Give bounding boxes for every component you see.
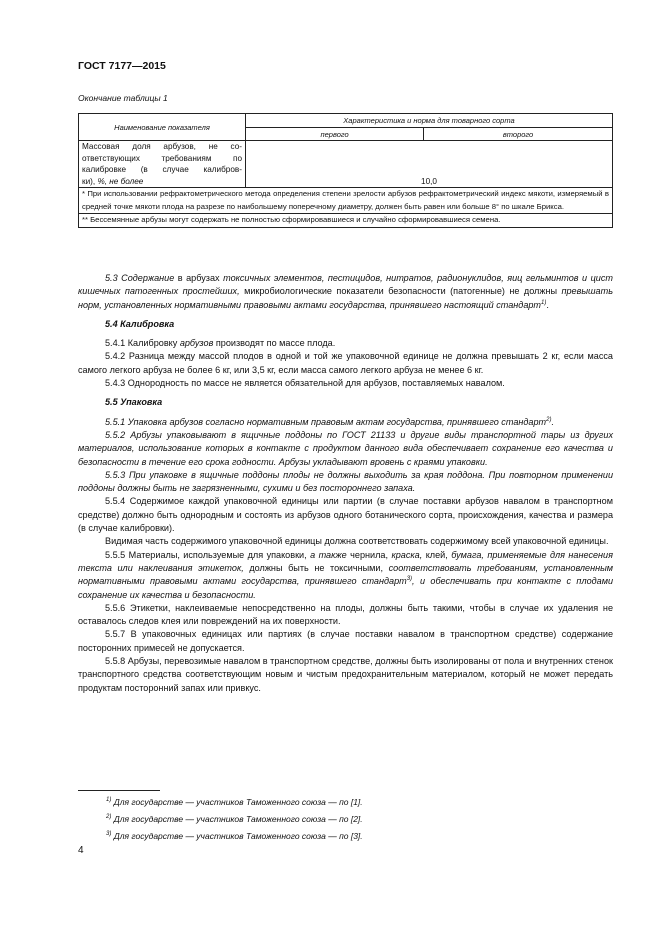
col-first-header: первого [246,128,424,141]
row-name-unit: %, не более [97,176,144,186]
paragraph-5-5-1: 5.5.1 Упаковка арбузов согласно нормативным правовым актам государства, принявшего стандарт$^{2)}$. [105,416,554,427]
col-group-header: Характеристика и норма для товарного сорта [246,114,613,128]
characteristics-table [78,113,613,228]
row-name-cell [79,141,246,188]
paragraph-5-4-2: 5.4.2 Разница между массой плодов в одной и той же упаковочной единице не должна превышать 2 кг, если масса самого легкого арбуза не более 6 кг, или 3,5 кг, если масса самого легкого арбуза не менее 6 кг. [78,351,613,375]
table-note-2: ** Бессемянные арбузы могут содержать не полностью сформировавшиеся и случайно сформировавшиеся семена. [79,214,613,228]
section-5-4-heading: 5.4 Калибровка [105,318,175,329]
col-name-header: Наименование показателя [79,114,246,141]
row-name-prefix: ки), [82,176,98,186]
paragraph-5-5-6: 5.5.6 Этикетки, наклеиваемые непосредственно на плоды, должны быть такими, чтобы в случае их удаления не оставалось следов клея или повреждений на их поверхности. [78,602,613,627]
paragraph-5-5-3: 5.5.3 При упаковке в ящичные поддоны плоды не должны выходить за края поддона. При повторном применении поддоны должны быть не загрязненными, сухими и без постороннего запаха. [78,469,613,494]
row-value: 10,0 [246,141,613,188]
paragraph-5-5-5: 5.5.5 Материалы, используемые для упаковки, а также чернила, краска, клей, бумага, применяемые для нанесения текста или наклеивания этикеток, должны быть не токсичными, соответствовать требованиям, установленным нормативными правовыми актами государства, принявшего стандарт$^{3)}$, и обеспечивать при контакте с плодами сохранение их качества и безопасности. [78,549,614,600]
paragraph-5-5-8: 5.5.8 Арбузы, перевозимые навалом в транспортном средстве, должны быть изолированы от пола и внутренних стенок транспортного средства соответствующим новым и чистым предохранительным материалом, который не может передать продуктам посторонний запах или привкус. [78,656,613,693]
footnote-1: $^{1)}$ Для государстве — участников Таможенного союза — по [1]. [106,797,363,807]
table-caption: Окончание таблицы 1 [78,93,168,103]
col-second-header: второго [424,128,613,141]
paragraph-5-4-1: 5.4.1 Калибровку арбузов производят по массе плода. [105,338,336,349]
footnote-separator [78,790,160,791]
document-body [78,272,613,695]
page-number: 4 [78,845,84,856]
paragraph-5-5-2: 5.5.2 Арбузы упаковывают в ящичные поддоны по ГОСТ 21133 и другие виды транспортной тары из других материалов, использование которых в контакте с продуктом данного вида обеспечивает сохранение его качества и безопасности в течение его срока годности. Арбузы укладывают вровень с краями упаковки. [78,429,613,467]
footnote-2: $^{2)}$ Для государстве — участников Таможенного союза — по [2]. [106,814,363,824]
paragraph-5-5-7: 5.5.7 В упаковочных единицах или партиях (в случае поставки навалом в транспортном средстве) содержание посторонних примесей не допускается. [78,629,613,653]
paragraph-5-3: 5.3 Содержание в арбузах токсичных элементов, пестицидов, нитратов, радионуклидов, яиц гельминтов и цист кишечных патогенных простейших, микробиологические показатели безопасности (патогенные) не должны превышать норм, установленных нормативными правовыми актами государства, принявшего настоящий стандарт$^{1)}$. [78,273,613,310]
paragraph-5-5-4: 5.5.4 Содержимое каждой упаковочной единицы или партии (в случае поставки арбузов навалом в транспортном средстве) должно быть однородным и состоять из арбузов одного ботанического сорта, происхождения, качества и размера (в случае калибровки). [78,496,613,534]
section-5-5-heading: 5.5 Упаковка [105,397,163,408]
table-note-1: * При использовании рефрактометрического метода определения степени зрелости арбузов рефрактометрический индекс мякоти, измеряемый в средней точке мякоти плода на разрезе по наибольшему поперечному диаметру, должен быть равен или больше 8° по шкале Брикса. [79,188,613,214]
row-name-line-3: калибровке (в случае калибров- [82,165,242,174]
standard-header: ГОСТ 7177—2015 [78,60,166,72]
paragraph-5-4-3: 5.4.3 Однородность по массе не является обязательной для арбузов, поставляемых навалом. [105,378,505,389]
row-name-line-2: ответствующих требованиям по [82,153,242,163]
row-name-line-1: Массовая доля арбузов, не со- [82,142,242,151]
paragraph-5-5-4-b: Видимая часть содержимого упаковочной единицы должна соответствовать содержимому всей упаковочной единицы. [105,536,609,547]
footnote-3: $^{3)}$ Для государстве — участников Таможенного союза — по [3]. [106,831,363,841]
